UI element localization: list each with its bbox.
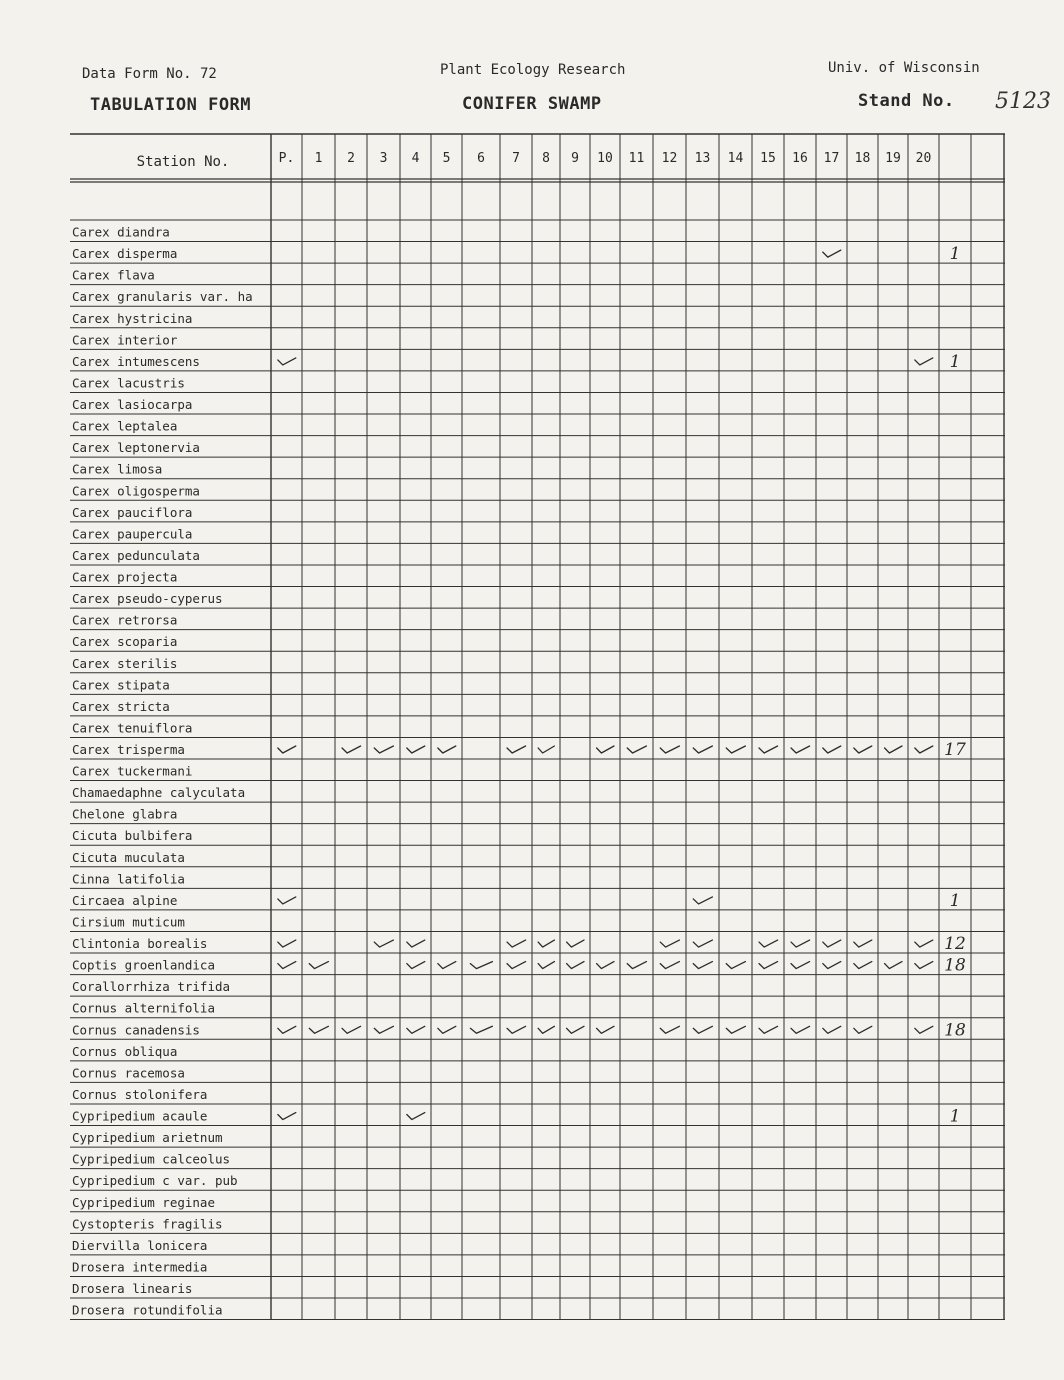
organization: Plant Ecology Research — [440, 62, 626, 78]
species-name: Cypripedium c var. pub — [72, 1173, 238, 1189]
check-mark — [823, 746, 841, 753]
species-name: Cornus obliqua — [72, 1043, 178, 1059]
column-header: 7 — [512, 151, 520, 166]
check-mark — [407, 1026, 425, 1033]
column-header: 2 — [347, 151, 355, 166]
check-mark — [597, 962, 614, 969]
check-mark — [885, 962, 902, 969]
check-mark — [309, 962, 328, 969]
station-number-label: Station No. — [136, 154, 230, 170]
species-name: Carex disperma — [72, 246, 178, 262]
check-mark — [915, 962, 933, 969]
check-mark — [915, 746, 933, 753]
species-name: Corallorrhiza trifida — [72, 979, 231, 995]
column-header: 12 — [661, 151, 678, 166]
species-name: Drosera rotundifolia — [72, 1302, 223, 1318]
species-name: Carex diandra — [72, 224, 170, 240]
check-mark — [407, 746, 425, 753]
check-mark — [627, 746, 646, 753]
column-header: 13 — [694, 151, 711, 166]
species-name: Carex granularis var. ha — [72, 289, 253, 305]
species-name: Carex interior — [72, 332, 178, 348]
species-name: Cinna latifolia — [72, 871, 185, 887]
species-name: Cornus racemosa — [72, 1065, 185, 1081]
species-name: Cornus canadensis — [72, 1022, 200, 1038]
check-mark — [823, 940, 841, 947]
check-mark — [597, 746, 614, 753]
species-name: Carex projecta — [72, 569, 178, 585]
check-mark — [507, 746, 526, 753]
check-mark — [342, 1026, 361, 1033]
check-mark — [278, 1026, 296, 1033]
check-mark — [627, 962, 646, 969]
check-mark — [567, 1026, 584, 1033]
check-mark — [507, 940, 526, 947]
species-name: Carex pseudo-cyperus — [72, 591, 223, 607]
species-total: 1 — [949, 351, 961, 372]
column-header: 16 — [792, 151, 808, 166]
check-mark — [693, 1026, 712, 1033]
stand-label: Stand No. — [858, 91, 955, 111]
check-mark — [278, 358, 296, 365]
check-mark — [854, 962, 872, 969]
check-mark — [538, 962, 554, 969]
check-mark — [791, 940, 810, 947]
swamp-type: CONIFER SWAMP — [462, 94, 602, 114]
check-mark — [915, 940, 933, 947]
species-name: Diervilla lonicera — [72, 1237, 208, 1253]
species-name: Carex tuckermani — [72, 763, 193, 779]
check-mark — [726, 746, 745, 753]
species-total: 1 — [949, 244, 961, 265]
check-mark — [470, 1026, 492, 1033]
column-header: 5 — [442, 151, 451, 166]
check-mark — [693, 746, 712, 753]
species-name: Clintonia borealis — [72, 936, 208, 952]
species-name: Carex sterilis — [72, 655, 178, 671]
species-name: Carex leptonervia — [72, 440, 200, 456]
check-mark — [791, 1026, 810, 1033]
check-mark — [915, 1026, 933, 1033]
species-name: Cypripedium reginae — [72, 1194, 215, 1210]
species-name: Carex flava — [72, 267, 155, 283]
column-header: 1 — [314, 151, 323, 166]
check-mark — [438, 746, 456, 753]
species-name: Carex trisperma — [72, 742, 185, 757]
species-name: Carex stricta — [72, 698, 170, 714]
species-name: Carex leptalea — [72, 418, 178, 434]
form-title: TABULATION FORM — [90, 95, 252, 115]
check-mark — [567, 962, 584, 969]
column-header: 9 — [571, 151, 579, 166]
species-name: Drosera intermedia — [72, 1259, 208, 1275]
check-mark — [823, 1026, 841, 1033]
species-name: Carex scoparia — [72, 634, 178, 650]
check-mark — [507, 1026, 526, 1033]
check-mark — [407, 940, 425, 947]
column-header: 11 — [628, 151, 645, 166]
check-mark — [791, 746, 810, 753]
check-mark — [693, 897, 712, 904]
check-mark — [854, 746, 872, 753]
species-name: Drosera linearis — [72, 1281, 193, 1296]
university: Univ. of Wisconsin — [828, 60, 980, 76]
check-mark — [660, 1026, 679, 1033]
check-mark — [374, 746, 393, 753]
species-name: Carex retrorsa — [72, 612, 178, 628]
species-name: Carex hystricina — [72, 310, 193, 326]
species-total: 1 — [949, 1106, 961, 1127]
species-name: Cornus alternifolia — [72, 1000, 215, 1016]
check-mark — [693, 962, 712, 969]
check-mark — [759, 746, 778, 753]
species-name: Cicuta muculata — [72, 849, 185, 865]
column-header: 15 — [760, 151, 776, 166]
check-mark — [693, 940, 712, 947]
species-name: Carex lasiocarpa — [72, 397, 193, 413]
column-header: 17 — [823, 151, 840, 166]
check-mark — [726, 962, 745, 969]
column-header: 19 — [885, 151, 901, 166]
check-mark — [407, 1113, 425, 1120]
check-mark — [538, 1026, 554, 1033]
check-mark — [538, 746, 554, 753]
check-mark — [309, 1026, 328, 1033]
check-mark — [915, 358, 933, 365]
column-header: P. — [278, 151, 295, 166]
species-total: 1 — [949, 890, 961, 911]
column-header: 3 — [379, 151, 388, 166]
species-total: 17 — [944, 740, 966, 760]
check-mark — [278, 940, 296, 947]
check-mark — [660, 940, 679, 947]
species-name: Coptis groenlandica — [72, 957, 215, 973]
check-mark — [597, 1026, 614, 1033]
check-mark — [438, 962, 456, 969]
species-name: Chelone glabra — [72, 806, 178, 822]
column-header: 4 — [411, 151, 420, 166]
stand-number-value: 5123 — [995, 89, 1051, 114]
species-name: Cystopteris fragilis — [72, 1216, 223, 1232]
column-header: 10 — [597, 151, 613, 166]
check-mark — [538, 940, 554, 947]
check-mark — [823, 250, 841, 257]
column-header: 8 — [542, 151, 550, 166]
check-mark — [470, 962, 492, 969]
check-mark — [407, 962, 425, 969]
species-name: Carex stipata — [72, 677, 170, 693]
check-mark — [885, 746, 902, 753]
column-header: 18 — [854, 151, 871, 166]
species-name: Cicuta bulbifera — [72, 828, 193, 844]
check-mark — [278, 962, 296, 969]
check-mark — [854, 940, 872, 947]
check-mark — [823, 962, 841, 969]
check-mark — [791, 962, 810, 969]
check-mark — [567, 940, 584, 947]
check-mark — [726, 1026, 745, 1033]
check-mark — [374, 1026, 393, 1033]
check-mark — [507, 962, 526, 969]
check-mark — [759, 940, 778, 947]
check-mark — [342, 746, 361, 753]
species-name: Carex intumescens — [72, 353, 200, 369]
check-mark — [660, 962, 679, 969]
species-name: Cornus stolonifera — [72, 1086, 208, 1102]
column-header: 6 — [477, 151, 485, 166]
form-number: Data Form No. 72 — [82, 66, 217, 82]
species-name: Carex tenuiflora — [72, 720, 193, 736]
species-name: Carex pedunculata — [72, 547, 200, 563]
species-name: Carex lacustris — [72, 375, 185, 391]
species-name: Cypripedium acaule — [72, 1108, 208, 1124]
species-name: Carex oligosperma — [72, 483, 200, 499]
check-mark — [374, 940, 393, 947]
check-mark — [278, 1113, 296, 1120]
species-name: Cypripedium arietnum — [72, 1130, 223, 1146]
column-header: 20 — [915, 151, 932, 166]
species-name: Cypripedium calceolus — [72, 1151, 231, 1167]
check-mark — [854, 1026, 872, 1033]
check-mark — [438, 1026, 456, 1033]
check-mark — [278, 897, 296, 904]
check-mark — [759, 962, 778, 969]
species-total: 18 — [944, 1020, 966, 1041]
check-mark — [278, 746, 296, 753]
check-mark — [759, 1026, 778, 1033]
species-name: Cirsium muticum — [72, 914, 185, 930]
check-mark — [660, 746, 679, 753]
species-name: Circaea alpine — [72, 892, 178, 908]
column-header: 14 — [727, 151, 744, 166]
species-name: Carex pauciflora — [72, 504, 193, 520]
species-total: 12 — [944, 934, 966, 955]
species-name: Carex paupercula — [72, 526, 193, 542]
species-name: Chamaedaphne calyculata — [72, 785, 246, 801]
species-name: Carex limosa — [72, 461, 163, 477]
species-total: 18 — [944, 955, 966, 976]
